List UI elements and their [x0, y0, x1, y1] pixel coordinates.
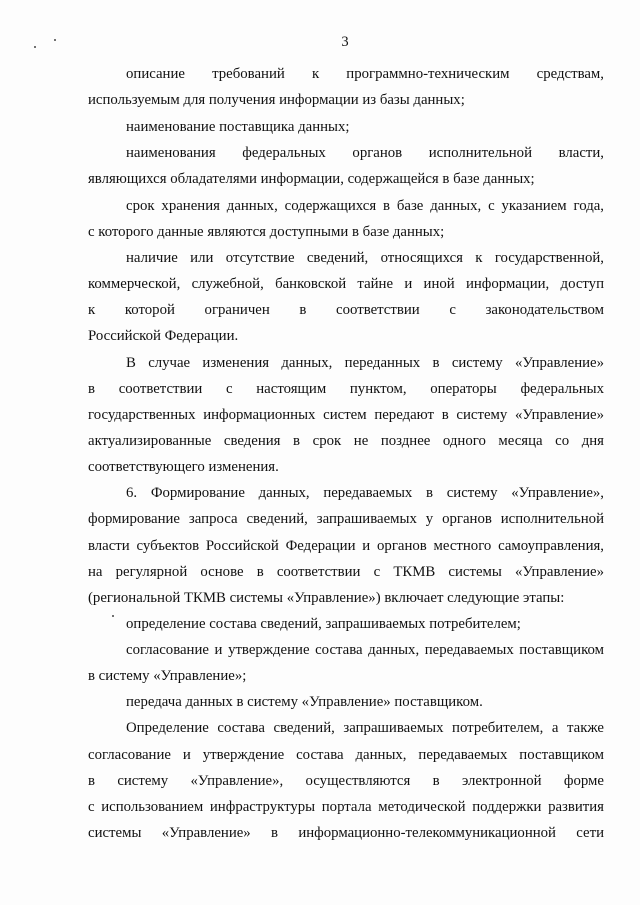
text-line: в соответствии с настоящим пунктом, операторы федеральных: [88, 381, 604, 397]
text-line: описание требований к программно-техническим средствам,: [126, 66, 604, 82]
text-line: с использованием инфраструктуры портала методической поддержки развития: [88, 799, 604, 815]
text-line: (региональной ТКМВ системы «Управление») включает следующие этапы:: [88, 590, 565, 606]
text-line: 6. Формирование данных, передаваемых в систему «Управление»,: [126, 485, 604, 501]
text-line: наименования федеральных органов исполнительной власти,: [126, 145, 604, 161]
text-line: соответствующего изменения.: [88, 459, 279, 475]
text-line: в систему «Управление», осуществляются в электронной форме: [88, 773, 604, 789]
text-line: государственных информационных систем передают в систему «Управление»: [88, 407, 604, 423]
text-line: согласование и утверждение состава данных, передаваемых поставщиком: [126, 642, 604, 658]
text-line: наличие или отсутствие сведений, относящихся к государственной,: [126, 250, 604, 266]
text-line: на регулярной основе в соответствии с ТКМВ системы «Управление»: [88, 564, 604, 580]
scan-speck: [112, 615, 114, 617]
text-line: Определение состава сведений, запрашиваемых потребителем, а также: [126, 720, 604, 736]
text-line: определение состава сведений, запрашиваемых потребителем;: [126, 616, 521, 632]
text-line: используемым для получения информации из базы данных;: [88, 92, 465, 108]
text-line: к которой ограничен в соответствии с законодательством: [88, 302, 604, 318]
text-line: актуализированные сведения в срок не позднее одного месяца со дня: [88, 433, 604, 449]
text-line: срок хранения данных, содержащихся в базе данных, с указанием года,: [126, 198, 604, 214]
text-line: коммерческой, служебной, банковской тайне и иной информации, доступ: [88, 276, 604, 292]
text-line: согласование и утверждение состава данных, передаваемых поставщиком: [88, 747, 604, 763]
text-line: с которого данные являются доступными в базе данных;: [88, 224, 445, 240]
text-line: являющихся обладателями информации, содержащейся в базе данных;: [88, 171, 535, 187]
text-line: власти субъектов Российской Федерации и органов местного самоуправления,: [88, 538, 604, 554]
text-line: Российской Федерации.: [88, 328, 239, 344]
text-line: формирование запроса сведений, запрашиваемых у органов исполнительной: [88, 511, 604, 527]
text-line: наименование поставщика данных;: [126, 119, 350, 135]
text-line: передача данных в систему «Управление» поставщиком.: [126, 694, 483, 710]
text-line: в систему «Управление»;: [88, 668, 247, 684]
page-number: 3: [341, 34, 349, 50]
text-line: В случае изменения данных, переданных в систему «Управление»: [126, 355, 604, 371]
text-line: системы «Управление» в информационно-телекоммуникационной сети: [88, 825, 604, 841]
